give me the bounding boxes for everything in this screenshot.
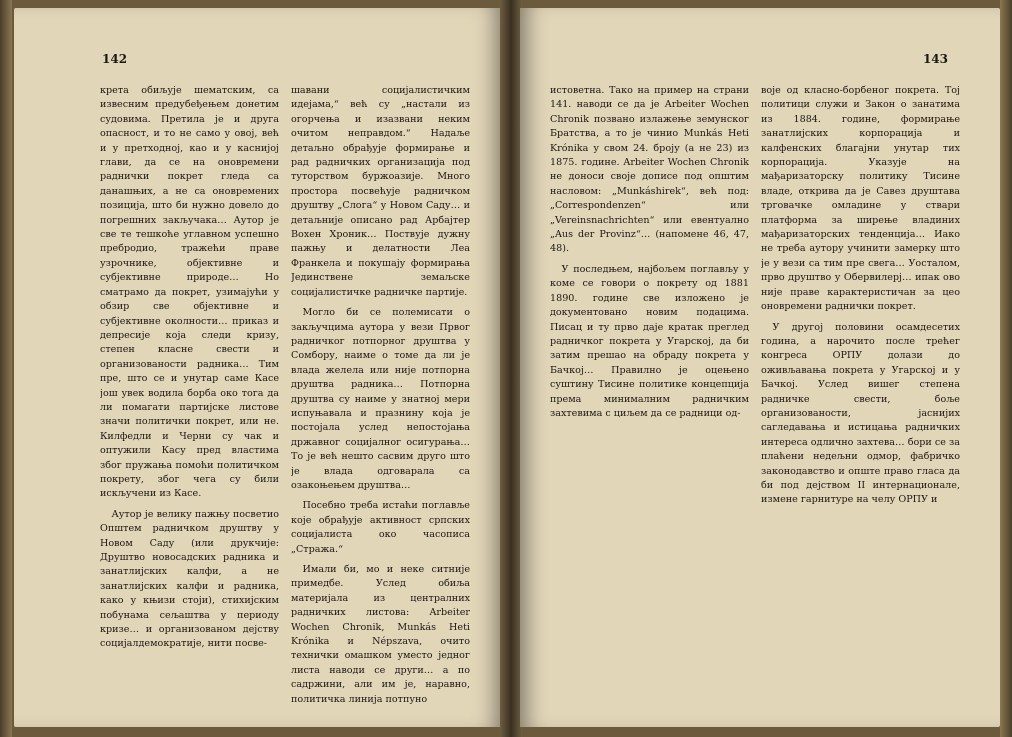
text-column-2	[291, 84, 470, 705]
book-edge-right	[1000, 0, 1012, 737]
page-number: 142	[102, 52, 128, 66]
text-columns	[100, 84, 470, 705]
page-number: 143	[922, 52, 948, 66]
text-columns	[550, 84, 960, 705]
paragraph: Имали би, мо и неке ситније примедбе. Услед обиља материјала из централних радничких листова: Arbeiter Wochen Chronik, Munkás Heti Krónika и Népszava, очито технички омашком уместо једног листа наводи се други… а по садржини, али им је, наравно, политичка линија потпуно	[291, 564, 470, 705]
paragraph: истоветна. Тако на пример на страни 141. наводи се да је Arbeiter Wochen Chronik позвано излажење земунског Братства, а то је чинио Munkás Heti Krónika у свом 24. броју (а не 23) из 1875. године. Arbeiter Wochen Chronik не доноси своје дописе под општим насловом: „Munkáshirek“, већ под: „Correspondenzen“ или „Vereinsnachrichten“ или евентуално „Aus der Provinz“… (напомене 46, 47, 48).	[550, 85, 749, 255]
paragraph: У последњем, најбољем поглављу у коме се говори о покрету од 1881 1890. године све изложено је документовано новим подацима. Писац и ту прво даје кратак преглед радничког покрета у Угарској, да би затим прешао на обраду покрета у Бачкој… Правилно је оцењено суштину Тисине политике концепција према минималним радничким захтевима с циљем да се радници од-	[550, 263, 749, 419]
book-edge-left	[0, 0, 12, 737]
left-page	[14, 8, 502, 727]
paragraph: воје од класно-борбеног покрета. Тој политици служи и Закон о занатима из 1884. године, формирање занатлијских корпорација и калфенских благајни унутар тих корпорација. Указује на мађаризаторску политику Тисине владе, открива да је Савез друштава трговачке омладине у ствари платформа за ширење владиних мађаризаторских тенденција… Иако не треба аутору учинити замерку што је у вези са тим пре свега… Уосталом, прво друштво у Обервилерј… ипак ово није праве карактеристичан за цео оновремени раднички покрет.	[761, 85, 960, 313]
paragraph: Могло би се полемисати о закључцима аутора у вези Првог радничког потпорног друштва у Сомбору, наиме о томе да ли је влада желела или није потпорна друштва радника… Потпорна друштва су наиме у знатној мери испуњавала и празнину која је постојала услед непостојања државног социјалног осигурања… То је већ нешто сасвим друго што је влада одговарала са озакоњењем друштва…	[291, 307, 470, 491]
paragraph: Посебно треба истаћи поглавље које обрађује активност српских социјалиста око часописа „Стража.“	[291, 500, 470, 555]
paragraph: Аутор је велику пажњу посветио Општем радничком друштву у Новом Саду (или друкчије: Друштво новосадских радника и занатлијских калфи, а не занатлијских калфи и радника, како у књизи стоји), стихијским побунама сељаштва у периоду кризе… и организованом дејству социјалдемократије, нити посве-	[100, 508, 279, 650]
text-column-1	[550, 84, 749, 705]
right-page	[520, 8, 1000, 727]
paragraph: У другој половини осамдесетих година, а нарочито после трећег конгреса ОРПУ долази до оживљавања покрета у Угарској и у Бачкој. Услед вишег степена радничке свести, боље организованости, јаснијих сагледавања и истицања радничких интереса одлично захтева… бори се за плаћени недељни одмор, фабричко законодавство и опште право гласа да би под дејством II интернационале, измене гарнитуре на челу ОРПУ и	[761, 321, 960, 506]
text-column-2	[761, 84, 960, 705]
text-column-1	[100, 84, 279, 705]
paragraph: шавани социјалистичким идејама,“ већ су „настали из огорчења и изазвани неким очитом неправдом.“ Надаље детаљно обрађује формирање и рад радничких организација под туторством буржоазије. Много простора посвећује радничком друштву „Слога“ у Новом Саду… и детаљније описано рад Арбајтер Вохен Хроник… Поствује дужну пажњу и делатности Леа Франкела и покушају формирања Јединствене земаљске социјалистичке радничке партије.	[291, 85, 470, 298]
paragraph: крета обиљује шематским, са извесним предубеђењем донетим судовима. Претила је и друга опасност, и то не само у овој, већ и у претходној, као и у каснијој глави, да се на оновремени раднички покрет гледа са данашњих, а не са оновремених позиција, што би нужно довело до погрешних закључака… Аутор је све те тешкоће углавном успешно пребродио, тражећи праве узрочнике, објективне и субјективне природе… Но сматрамо да покрет, узимајући у обзир све објективне и субјективне околности… приказ и депресије која следи кризу, степен класне свести и организованости радника… Тим пре, што се и унутар саме Касе још увек водила борба око тога да ли помагати партијске листове значи политички покрет, или не. Килфедли и Черни су чак и оптужили Касу пред властима због пружања помоћи политичком покрету, због чега су били искључени из Касе.	[100, 85, 279, 500]
book-gutter	[500, 0, 522, 737]
